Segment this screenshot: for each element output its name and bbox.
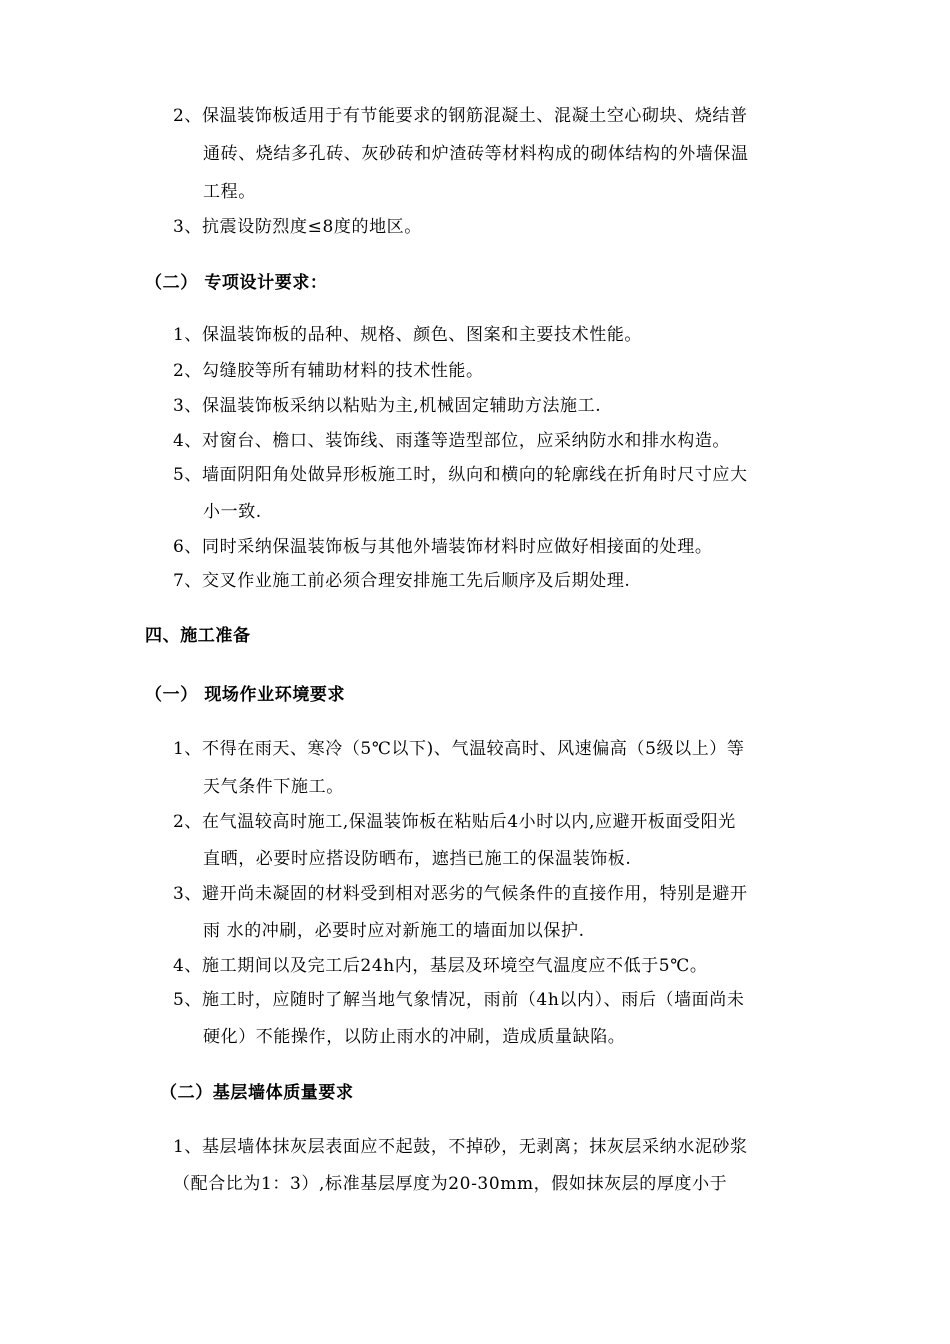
base-item-1-line-1: 1、基层墙体抹灰层表面应不起鼓，不掉砂，无剥离；抹灰层采纳水泥砂浆 bbox=[173, 1137, 748, 1157]
env-item-5-line-1: 5、施工时，应随时了解当地气象情况，雨前（4h以内）、雨后（墙面尚未 bbox=[173, 990, 745, 1010]
env-item-2-line-2: 直晒，必要时应搭设防晒布，遮挡已施工的保温装饰板. bbox=[203, 849, 632, 869]
design-item-4: 4、对窗台、檐口、装饰线、雨蓬等造型部位，应采纳防水和排水构造。 bbox=[173, 431, 731, 451]
design-item-1: 1、保温装饰板的品种、规格、颜色、图案和主要技术性能。 bbox=[173, 325, 643, 345]
env-item-5-line-2: 硬化）不能操作，以防止雨水的冲刷，造成质量缺陷。 bbox=[203, 1027, 626, 1047]
scope-item-2-line-3: 工程。 bbox=[203, 182, 256, 202]
scope-item-2-line-1: 2、保温装饰板适用于有节能要求的钢筋混凝土、混凝土空心砌块、烧结普 bbox=[173, 106, 748, 126]
env-item-2-line-1: 2、在气温较高时施工,保温装饰板在粘贴后4小时以内,应避开板面受阳光 bbox=[173, 812, 736, 832]
env-item-1-line-2: 天气条件下施工。 bbox=[203, 777, 344, 797]
base-item-1-line-2: （配合比为1：3）,标准基层厚度为20-30mm，假如抹灰层的厚度小于 bbox=[173, 1174, 728, 1194]
design-item-3: 3、保温装饰板采纳以粘贴为主,机械固定辅助方法施工. bbox=[173, 396, 602, 416]
base-heading: （二）基层墙体质量要求 bbox=[160, 1083, 354, 1103]
design-item-7: 7、交叉作业施工前必须合理安排施工先后顺序及后期处理. bbox=[173, 571, 631, 591]
design-item-5-line-1: 5、墙面阴阳角处做异形板施工时，纵向和横向的轮廓线在折角时尺寸应大 bbox=[173, 465, 748, 485]
design-item-2: 2、勾缝胶等所有辅助材料的技术性能。 bbox=[173, 361, 484, 381]
env-item-1-line-1: 1、不得在雨天、寒冷（5℃以下)、气温较高时、风速偏高（5级以上）等 bbox=[173, 739, 745, 759]
design-item-5-line-2: 小一致. bbox=[203, 502, 262, 522]
env-item-3-line-2: 雨 水的冲刷，必要时应对新施工的墙面加以保护. bbox=[203, 921, 585, 941]
env-item-3-line-1: 3、避开尚未凝固的材料受到相对恶劣的气候条件的直接作用，特别是避开 bbox=[173, 884, 748, 904]
prep-heading: 四、施工准备 bbox=[145, 626, 251, 646]
env-item-4: 4、施工期间以及完工后24h内，基层及环境空气温度应不低于5℃。 bbox=[173, 956, 708, 976]
design-item-6: 6、同时采纳保温装饰板与其他外墙装饰材料时应做好相接面的处理。 bbox=[173, 537, 713, 557]
scope-item-3: 3、抗震设防烈度≤8度的地区。 bbox=[173, 217, 422, 237]
env-heading: （一） 现场作业环境要求 bbox=[145, 685, 346, 705]
design-heading: （二） 专项设计要求： bbox=[145, 273, 328, 293]
scope-item-2-line-2: 通砖、烧结多孔砖、灰砂砖和炉渣砖等材料构成的砌体结构的外墙保温 bbox=[203, 144, 749, 164]
